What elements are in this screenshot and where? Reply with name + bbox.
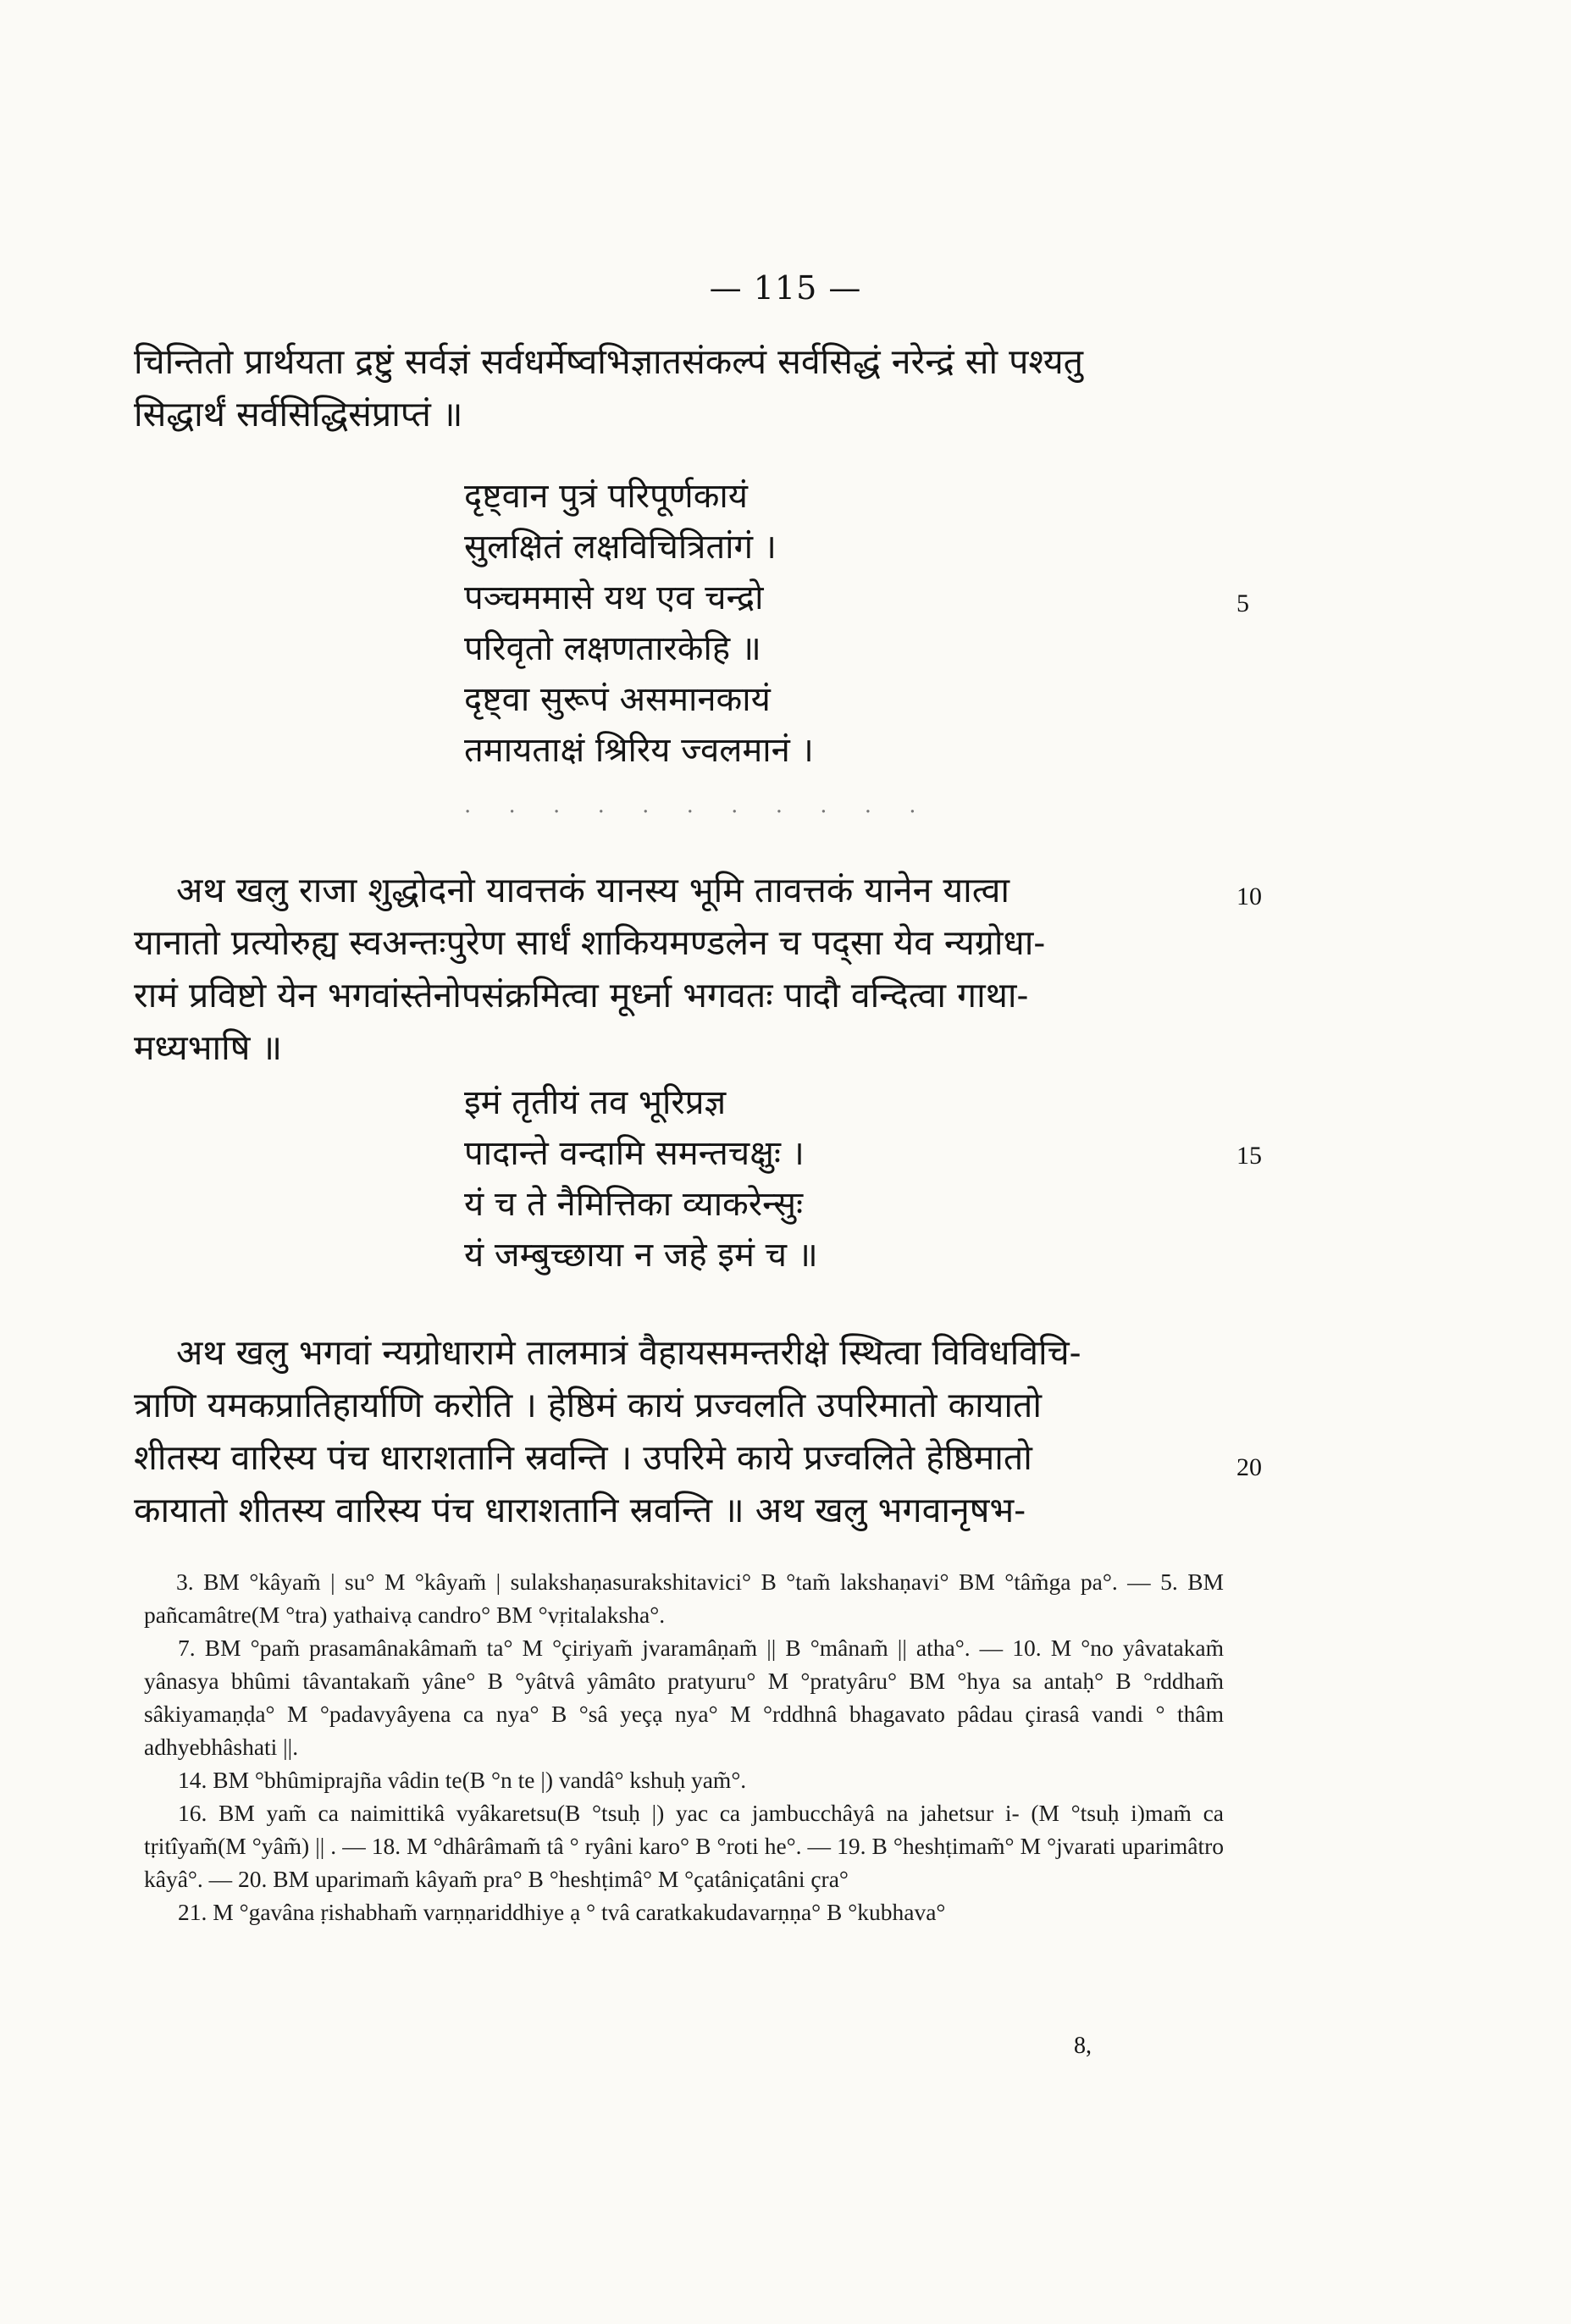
verse-2 — [464, 1077, 818, 1281]
paragraph-1 — [134, 335, 1235, 440]
verse-2-line-4: यं जम्बुच्छाया न जहे इमं च ॥ — [464, 1236, 818, 1275]
verse-1-line-1: दृष्ट्वान पुत्रं परिपूर्णकायं — [464, 477, 748, 516]
verse-1-line-6: तमायताक्षं श्रिरिय ज्वलमानं । — [464, 731, 814, 770]
paragraph-2-line-4: मध्यभाषि ॥ — [134, 1027, 283, 1068]
paragraph-3 — [134, 1326, 1235, 1536]
paragraph-1-line-2: सिद्धार्थं सर्वसिद्धिसंप्राप्तं ॥ — [134, 394, 463, 434]
verse-2-line-3: यं च ते नैमित्तिका व्याकरेन्सुः — [464, 1185, 804, 1224]
omission-dots: . . . . . . . . . . . — [464, 793, 932, 818]
paragraph-2 — [134, 864, 1235, 1074]
verse-1-line-2: सुलक्षितं लक्षविचित्रितांगं । — [464, 528, 777, 567]
paragraph-3-line-4: कायातो शीतस्य वारिस्य पंच धाराशतानि स्रवन्ति ॥ अथ खलु भगवानृषभ- — [134, 1490, 1026, 1530]
verse-1-line-5: दृष्ट्वा सुरूपं असमानकायं — [464, 680, 771, 719]
paragraph-2-line-1: अथ खलु राजा शुद्धोदनो यावत्तकं यानस्य भूमि तावत्तकं यानेन यात्वा — [176, 870, 1010, 910]
verse-2-line-1: इमं तृतीयं तव भूरिप्रज्ञ — [464, 1083, 727, 1122]
footnote-7: 7. BM °pam̃ prasamânakâmam̃ ta° M °çiriyam̃ jvaramâṇam̃ || B °mânam̃ || atha°. — 10. M °no yâvatakam̃ yânasya bhûmi tâvantakam̃ yâne° B °yâtvâ yâmâto pratyuru° M °pratyâru° BM °hya sa antaḥ° B °rddham̃ sâkiyamaṇḍa° M °padavyâyena ca nya° B °sâ yeçạ nya° M °rddhnâ bhagavato pâdau çirasâ vandi ° thâm adhyebhâshati ||. — [144, 1635, 1224, 1760]
paragraph-3-line-1: अथ खलु भगवां न्यग्रोधारामे तालमात्रं वैहायसमन्तरीक्षे स्थित्वा विविधविचि- — [176, 1332, 1081, 1373]
footnote-16: 16. BM yam̃ ca naimittikâ vyâkaretsu(B °tsuḥ |) yac ca jambucchâyâ na jahetsur i- (M °tsuḥ i)mam̃ ca tṛitîyam̃(M °yâm̃) || . — 18. M °dhârâmam̃ tâ ° ryâni karo° B °roti he°. — 19. B °heshṭimam̃° M °jvarati uparimâtro kâyâ°. — 20. BM uparimam̃ kâyam̃ pra° B °heshṭimâ° M °çatâniçatâni çra° — [144, 1800, 1224, 1892]
paragraph-2-line-2: यानातो प्रत्योरुह्य स्वअन्तःपुरेण सार्धं शाकियमण्डलेन च पद्सा येव न्यग्रोधा- — [134, 922, 1046, 963]
footnote-14: 14. BM °bhûmiprajña vâdin te(B °n te |) vandâ° kshuḥ yam̃°. — [178, 1767, 747, 1793]
verse-1 — [464, 471, 814, 776]
verse-1-line-3: पञ्चममासे यथ एव चन्द्रो — [464, 578, 764, 617]
line-number-15: 15 — [1236, 1142, 1262, 1170]
paragraph-2-line-3: रामं प्रविष्टो येन भगवांस्तेनोपसंक्रमित्वा मूर्ध्ना भगवतः पादौ वन्दित्वा गाथा- — [134, 975, 1029, 1015]
paragraph-3-line-2: त्राणि यमकप्रातिहार्याणि करोति । हेष्ठिमं कायं प्रज्वलति उपरिमातो कायातो — [134, 1385, 1043, 1425]
verse-1-line-4: परिवृतो लक्षणतारकेहि ॥ — [464, 629, 761, 668]
line-number-5: 5 — [1236, 589, 1249, 617]
page-number: — 115 — — [709, 269, 862, 307]
paragraph-3-line-3: शीतस्य वारिस्य पंच धाराशतानि स्रवन्ति । उपरिमे काये प्रज्वलिते हेष्ठिमातो — [134, 1437, 1032, 1478]
line-number-10: 10 — [1236, 883, 1262, 910]
footnote-21: 21. M °gavâna ṛishabham̃ varṇṇariddhiye ạ ° tvâ caratkakudavarṇṇa° B °kubhava° — [178, 1899, 946, 1925]
paragraph-1-line-1: चिन्तितो प्रार्थयता द्रष्टुं सर्वज्ञं सर्वधर्मेष्वभिज्ञातसंकल्पं सर्वसिद्धं नरेन्द्रं सो पश्यतु — [134, 341, 1083, 382]
signature-mark: 8, — [1074, 2033, 1092, 2059]
footnote-3: 3. BM °kâyam̃ | su° M °kâyam̃ | sulakshaṇasurakshitavici° B °tam̃ lakshaṇavi° BM °tâm̃ga pa°. — 5. BM pañcamâtre(M °tra) yathaivạ candro° BM °vṛitalaksha°. — [144, 1569, 1224, 1628]
line-number-20: 20 — [1236, 1453, 1262, 1481]
verse-2-line-2: पादान्ते वन्दामि समन्तचक्षुः । — [464, 1134, 805, 1173]
footnotes — [144, 1565, 1224, 1928]
